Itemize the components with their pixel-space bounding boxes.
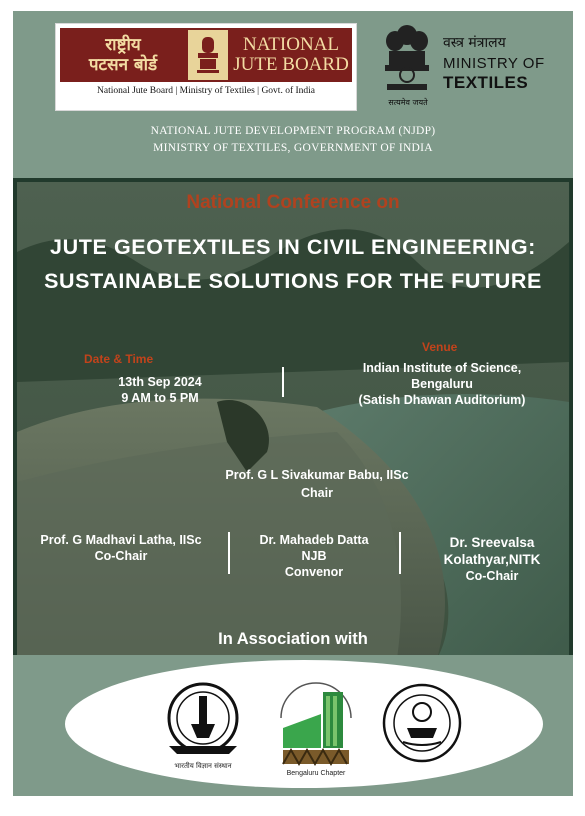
nitk-emblem-icon [381, 682, 463, 764]
co-chair-1-name: Prof. G Madhavi Latha, IISc [40, 533, 202, 547]
program-line2: MINISTRY OF TEXTILES, GOVERNMENT OF INDIA [153, 142, 433, 154]
ministry-name-line1: MINISTRY OF [443, 55, 545, 72]
convenor-name-line2: NJB [301, 549, 327, 563]
ministry-hindi-name: वस्त्र मंत्रालय [443, 35, 506, 51]
conference-title [17, 230, 569, 298]
divider [399, 532, 401, 574]
igs-logo [271, 678, 361, 782]
iisc-logo [163, 680, 243, 780]
co-chair-2-role: Co-Chair [465, 569, 519, 583]
chair-role: Chair [301, 486, 333, 500]
ministry-name-line2: TEXTILES [443, 73, 529, 92]
chair-block [187, 467, 447, 501]
venue-line2: Bengaluru [411, 377, 473, 391]
nitk-logo [381, 682, 463, 764]
program-heading [13, 123, 573, 157]
event-photo-panel [13, 178, 573, 655]
co-chair-2-name-line2: Kolathyar,NITK [443, 552, 541, 567]
divider [282, 367, 284, 397]
ministry-logo [377, 23, 573, 113]
co-chair-1-role: Co-Chair [94, 549, 148, 563]
title-line2: SUSTAINABLE SOLUTIONS FOR THE FUTURE [44, 269, 542, 293]
program-line1: NATIONAL JUTE DEVELOPMENT PROGRAM (NJDP) [150, 125, 436, 137]
njb-hindi-name: राष्ट्रीय पटसन बोर्ड [88, 35, 158, 75]
njb-english-name: NATIONAL JUTE BOARD [233, 34, 349, 75]
convenor-name-line1: Dr. Mahadeb Datta [259, 533, 369, 547]
convenor-block [239, 532, 389, 580]
venue-block [322, 340, 562, 408]
association-label: In Association with [218, 630, 368, 648]
conference-label: National Conference on [186, 192, 400, 213]
co-chair-2-block [417, 534, 567, 584]
event-time: 9 AM to 5 PM [121, 391, 199, 405]
event-date: 13th Sep 2024 [118, 375, 202, 389]
njb-subtitle: National Jute Board | Ministry of Textiles | Govt. of India [97, 86, 315, 96]
venue-line3: (Satish Dhawan Auditorium) [358, 393, 526, 407]
njb-logo [55, 23, 357, 111]
partner-logos-panel [65, 660, 543, 788]
date-time-label: Date & Time [84, 352, 154, 366]
chair-name: Prof. G L Sivakumar Babu, IISc [225, 468, 409, 482]
iisc-caption: भारतीय विज्ञान संस्थान [174, 762, 232, 770]
co-chair-1-block [21, 532, 221, 564]
emblem-icon [188, 30, 228, 80]
poster [13, 11, 573, 796]
convenor-role: Convenor [284, 565, 344, 579]
njb-logo-band [60, 28, 352, 82]
iisc-emblem-icon [163, 680, 243, 760]
venue-line1: Indian Institute of Science, [362, 361, 522, 375]
divider [228, 532, 230, 574]
igs-caption: Bengaluru Chapter [286, 770, 346, 777]
ashoka-emblem-icon [381, 23, 433, 95]
ministry-motto: सत्यमेव जयते [388, 98, 428, 107]
venue-label: Venue [422, 340, 458, 354]
igs-emblem-icon [271, 678, 361, 768]
date-time-block [55, 352, 265, 406]
co-chair-2-name-line1: Dr. Sreevalsa [449, 535, 535, 550]
title-line1: JUTE GEOTEXTILES IN CIVIL ENGINEERING: [50, 235, 536, 259]
